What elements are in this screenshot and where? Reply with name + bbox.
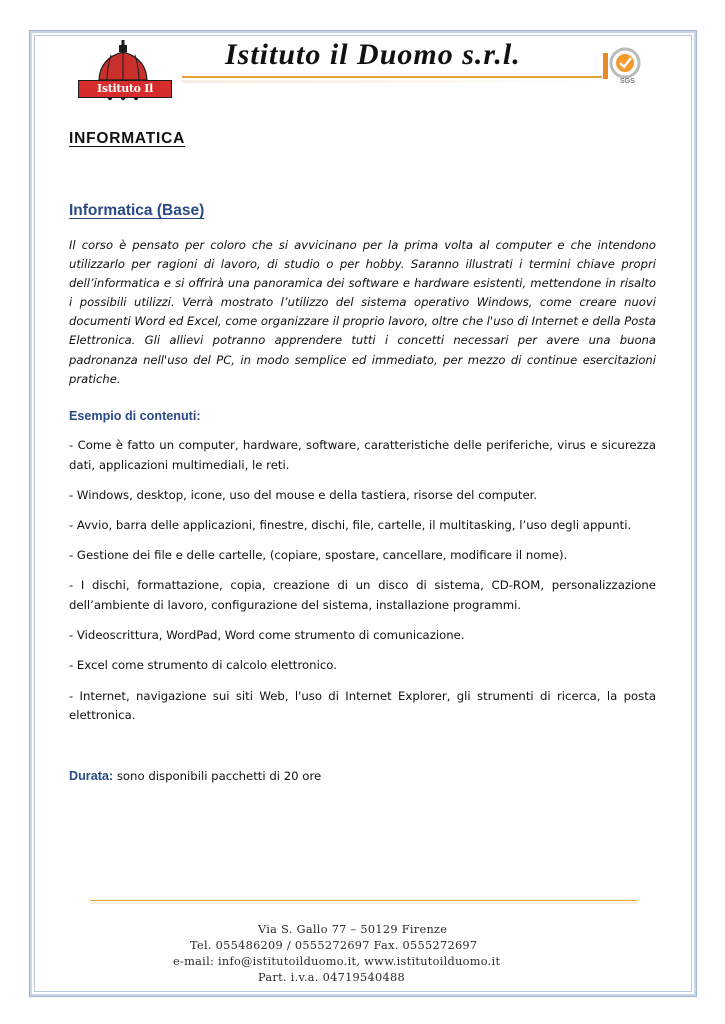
duration-label: Durata: <box>69 769 114 783</box>
certification-label: SGS <box>620 78 635 85</box>
logo-label: Istituto Il Duomo <box>78 80 172 98</box>
header-rule-shadow <box>182 80 602 83</box>
course-title: Informatica (Base) <box>69 202 205 219</box>
duration-line <box>69 769 321 783</box>
footer-rule-shadow <box>90 902 637 904</box>
duration-value: sono disponibili pacchetti di 20 ore <box>116 769 322 783</box>
footer-address: Via S. Gallo 77 – 50129 Firenze <box>258 923 448 936</box>
section-title: INFORMATICA <box>69 130 186 147</box>
footer-phones: Tel. 055486209 / 0555272697 Fax. 0555272697 <box>190 939 478 952</box>
examples-heading: Esempio di contenuti: <box>69 409 201 423</box>
list-item: - Gestione dei file e delle cartelle, (copiare, spostare, cancellare, modificare il nome). <box>69 548 568 563</box>
list-item: - Windows, desktop, icone, uso del mouse e della tastiera, risorse del computer. <box>69 487 538 502</box>
list-item: - Avvio, barra delle applicazioni, finestre, dischi, file, cartelle, il multitasking, l’uso degli appunti. <box>69 517 632 532</box>
list-item: - Videoscrittura, WordPad, Word come strumento di comunicazione. <box>69 628 465 643</box>
footer-rule <box>90 900 637 901</box>
footer-contacts: e-mail: info@istitutoilduomo.it, www.istitutoilduomo.it <box>173 955 501 968</box>
footer <box>160 922 580 986</box>
course-description: Il corso è pensato per coloro che si avvicinano per la prima volta al computer e che intendono utilizzarlo per ragioni di lavoro, di studio o per hobby. Saranno illustrati i termini chiave propri dell’informatica e si offrirà una panoramica dei software e hardware esistenti, mettendone in risalto i possibili utilizzi. Verrà mostrato l’utilizzo del sistema operativo Windows, come creare nuovi documenti Word ed Excel, come organizzare il proprio lavoro, oltre che l'uso di Internet e della Posta Elettronica. Gli allievi potranno apprendere tutti i concetti necessari per avere una buona padronanza nell'uso del PC, in modo semplice ed immediato, per mezzo di continue esercitazioni pratiche. <box>69 238 656 386</box>
list-item: - I dischi, formattazione, copia, creazione di un disco di sistema, CD-ROM, personalizzazione dell’ambiente di lavoro, configurazione del sistema, installazione programmi. <box>69 578 656 612</box>
company-name: Istituto il Duomo s.r.l. <box>225 38 521 71</box>
footer-vat: Part. i.v.a. 04719540488 <box>258 971 405 984</box>
list-item: - Excel come strumento di calcolo elettronico. <box>69 658 337 673</box>
examples-list <box>69 436 656 736</box>
header-rule <box>182 76 602 78</box>
list-item: - Come è fatto un computer, hardware, software, caratteristiche delle periferiche, virus e sicurezza dati, applicazioni multimediali, le reti. <box>69 438 656 472</box>
list-item: - Internet, navigazione sui siti Web, l'uso di Internet Explorer, gli strumenti di ricerca, la posta elettronica. <box>69 688 656 723</box>
